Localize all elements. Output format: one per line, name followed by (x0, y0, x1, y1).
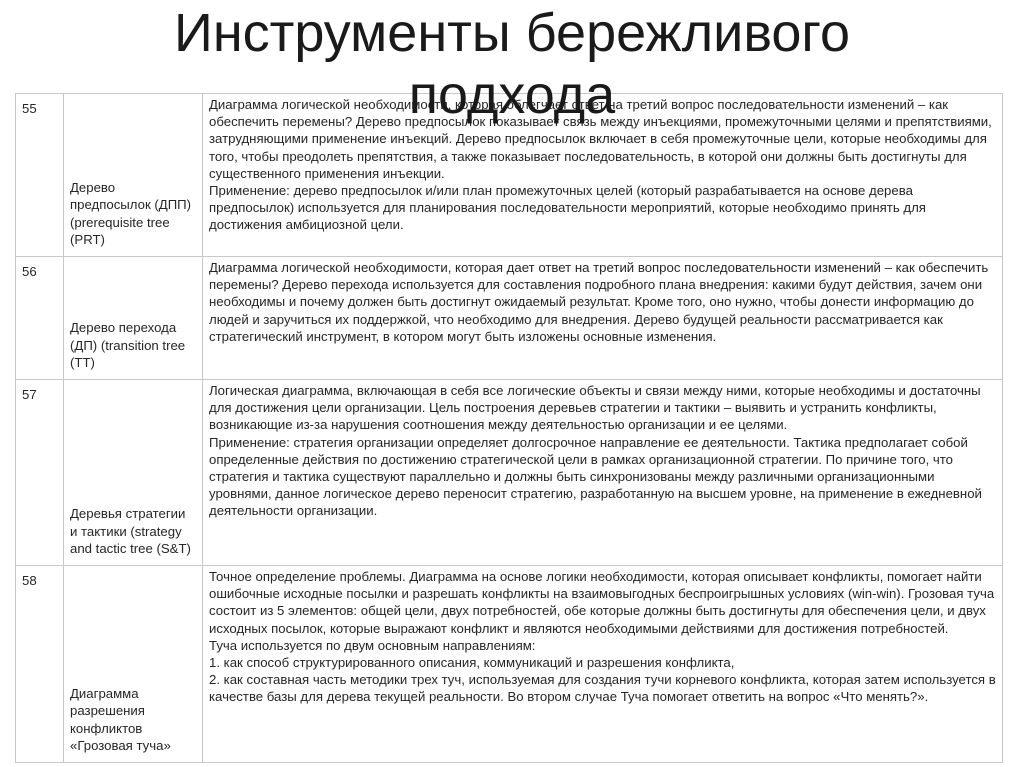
tool-name: Деревья стратегии и тактики (strategy and tactic tree (S&T) (64, 380, 203, 566)
description-paragraph: Логическая диаграмма, включающая в себя все логические объекты и связи между ними, которые необходимы и достаточны для достижения цели организации. Цель построения деревьев стратегии и тактики – выявить и устранить конфликты, возникающие из-за нарушения соотношения между деятельностью организации и ее целями. (209, 383, 981, 433)
description-paragraph: Точное определение проблемы. Диаграмма на основе логики необходимости, которая описывает конфликты, помогает найти ошибочные исходные посылки и разрешать конфликты на взаимовыгодных беспроигрышных условиях (win-win). Грозовая туча состоит из 5 элементов: общей цели, двух потребностей, обе которые должны быть достигнуты для обеспечения цели, и двух исходных посылок, которые выражают конфликт и являются необходимыми действиями для достижения потребностей. (209, 569, 995, 636)
description-paragraph: 2. как составная часть методики трех туч, используемая для создания тучи корневого конфликта, которая затем используется в качестве базы для дерева текущей реальности. Во втором случае Туча помогает ответить на вопрос «Что менять?». (209, 672, 996, 705)
slide-title-line-2: подхода (408, 65, 616, 125)
table-row (16, 257, 1003, 380)
description-paragraph: Диаграмма логической необходимости, которая облегчает ответ на третий вопрос последовательности изменений – как обеспечить перемены? Дерево предпосылок показывает связь между инъекциями, промежуточными целями и препятствиями, затрудняющими применение инъекций. Дерево предпосылок включает в себя промежуточные цели, которые необходимы для того, чтобы преодолеть препятствия, а также показывает последовательность, в которой они должны быть достигнуты для существенного применения инъекции. (209, 97, 992, 181)
tools-table (15, 93, 1003, 763)
description-paragraph: Применение: стратегия организации определяет долгосрочное направление ее деятельности. Тактика предполагает собой определенные действия по достижению стратегической цели в рамках организационной стратегии. По причине того, что стратегия и тактика существуют параллельно и должны быть синхронизованы между различными организационными уровнями, данное логическое дерево переносит стратегию, разработанную на высшем уровне, на применение в ежедневной деятельности организации. (209, 434, 982, 519)
description-paragraph: Применение: дерево предпосылок и/или план промежуточных целей (который разрабатывается на основе дерева предпосылок) используется для планирования последовательности мероприятий, которые необходимо принять для достижения амбициозной цели. (209, 183, 926, 233)
slide-title-line-1: Инструменты бережливого (174, 3, 850, 63)
row-number: 58 (16, 566, 64, 763)
tool-description (203, 94, 1003, 257)
tool-name: Дерево перехода (ДП) (transition tree (TT) (64, 257, 203, 380)
table-row (16, 566, 1003, 763)
row-number: 55 (16, 94, 64, 257)
row-number: 56 (16, 257, 64, 380)
table-row (16, 380, 1003, 566)
description-paragraph: 1. как способ структурированного описания, коммуникаций и разрешения конфликта, (209, 655, 735, 671)
row-number: 57 (16, 380, 64, 566)
description-paragraph: Диаграмма логической необходимости, которая дает ответ на третий вопрос последовательности изменений – как обеспечить перемены? Дерево перехода используется для составления подробного плана внедрения: какими будут действия, зачем они необходимы и почему должен быть достигнут ожидаемый результат. Кроме того, оно нужно, чтобы донести информацию до людей и заручиться их поддержкой, что необходимо для внедрения. Дерево будущей реальности рассматривается как стратегический инструмент, в котором могут быть изложены основные изменения. (209, 260, 989, 344)
tool-description (203, 566, 1003, 763)
tool-name: Диаграмма разрешения конфликтов «Грозовая туча» (64, 566, 203, 763)
tool-name: Дерево предпосылок (ДПП) (prerequisite tree (PRT) (64, 94, 203, 257)
table-row (16, 94, 1003, 257)
description-paragraph: Туча используется по двум основным направлениям: (209, 637, 536, 653)
tool-description (203, 380, 1003, 566)
tool-description (203, 257, 1003, 380)
